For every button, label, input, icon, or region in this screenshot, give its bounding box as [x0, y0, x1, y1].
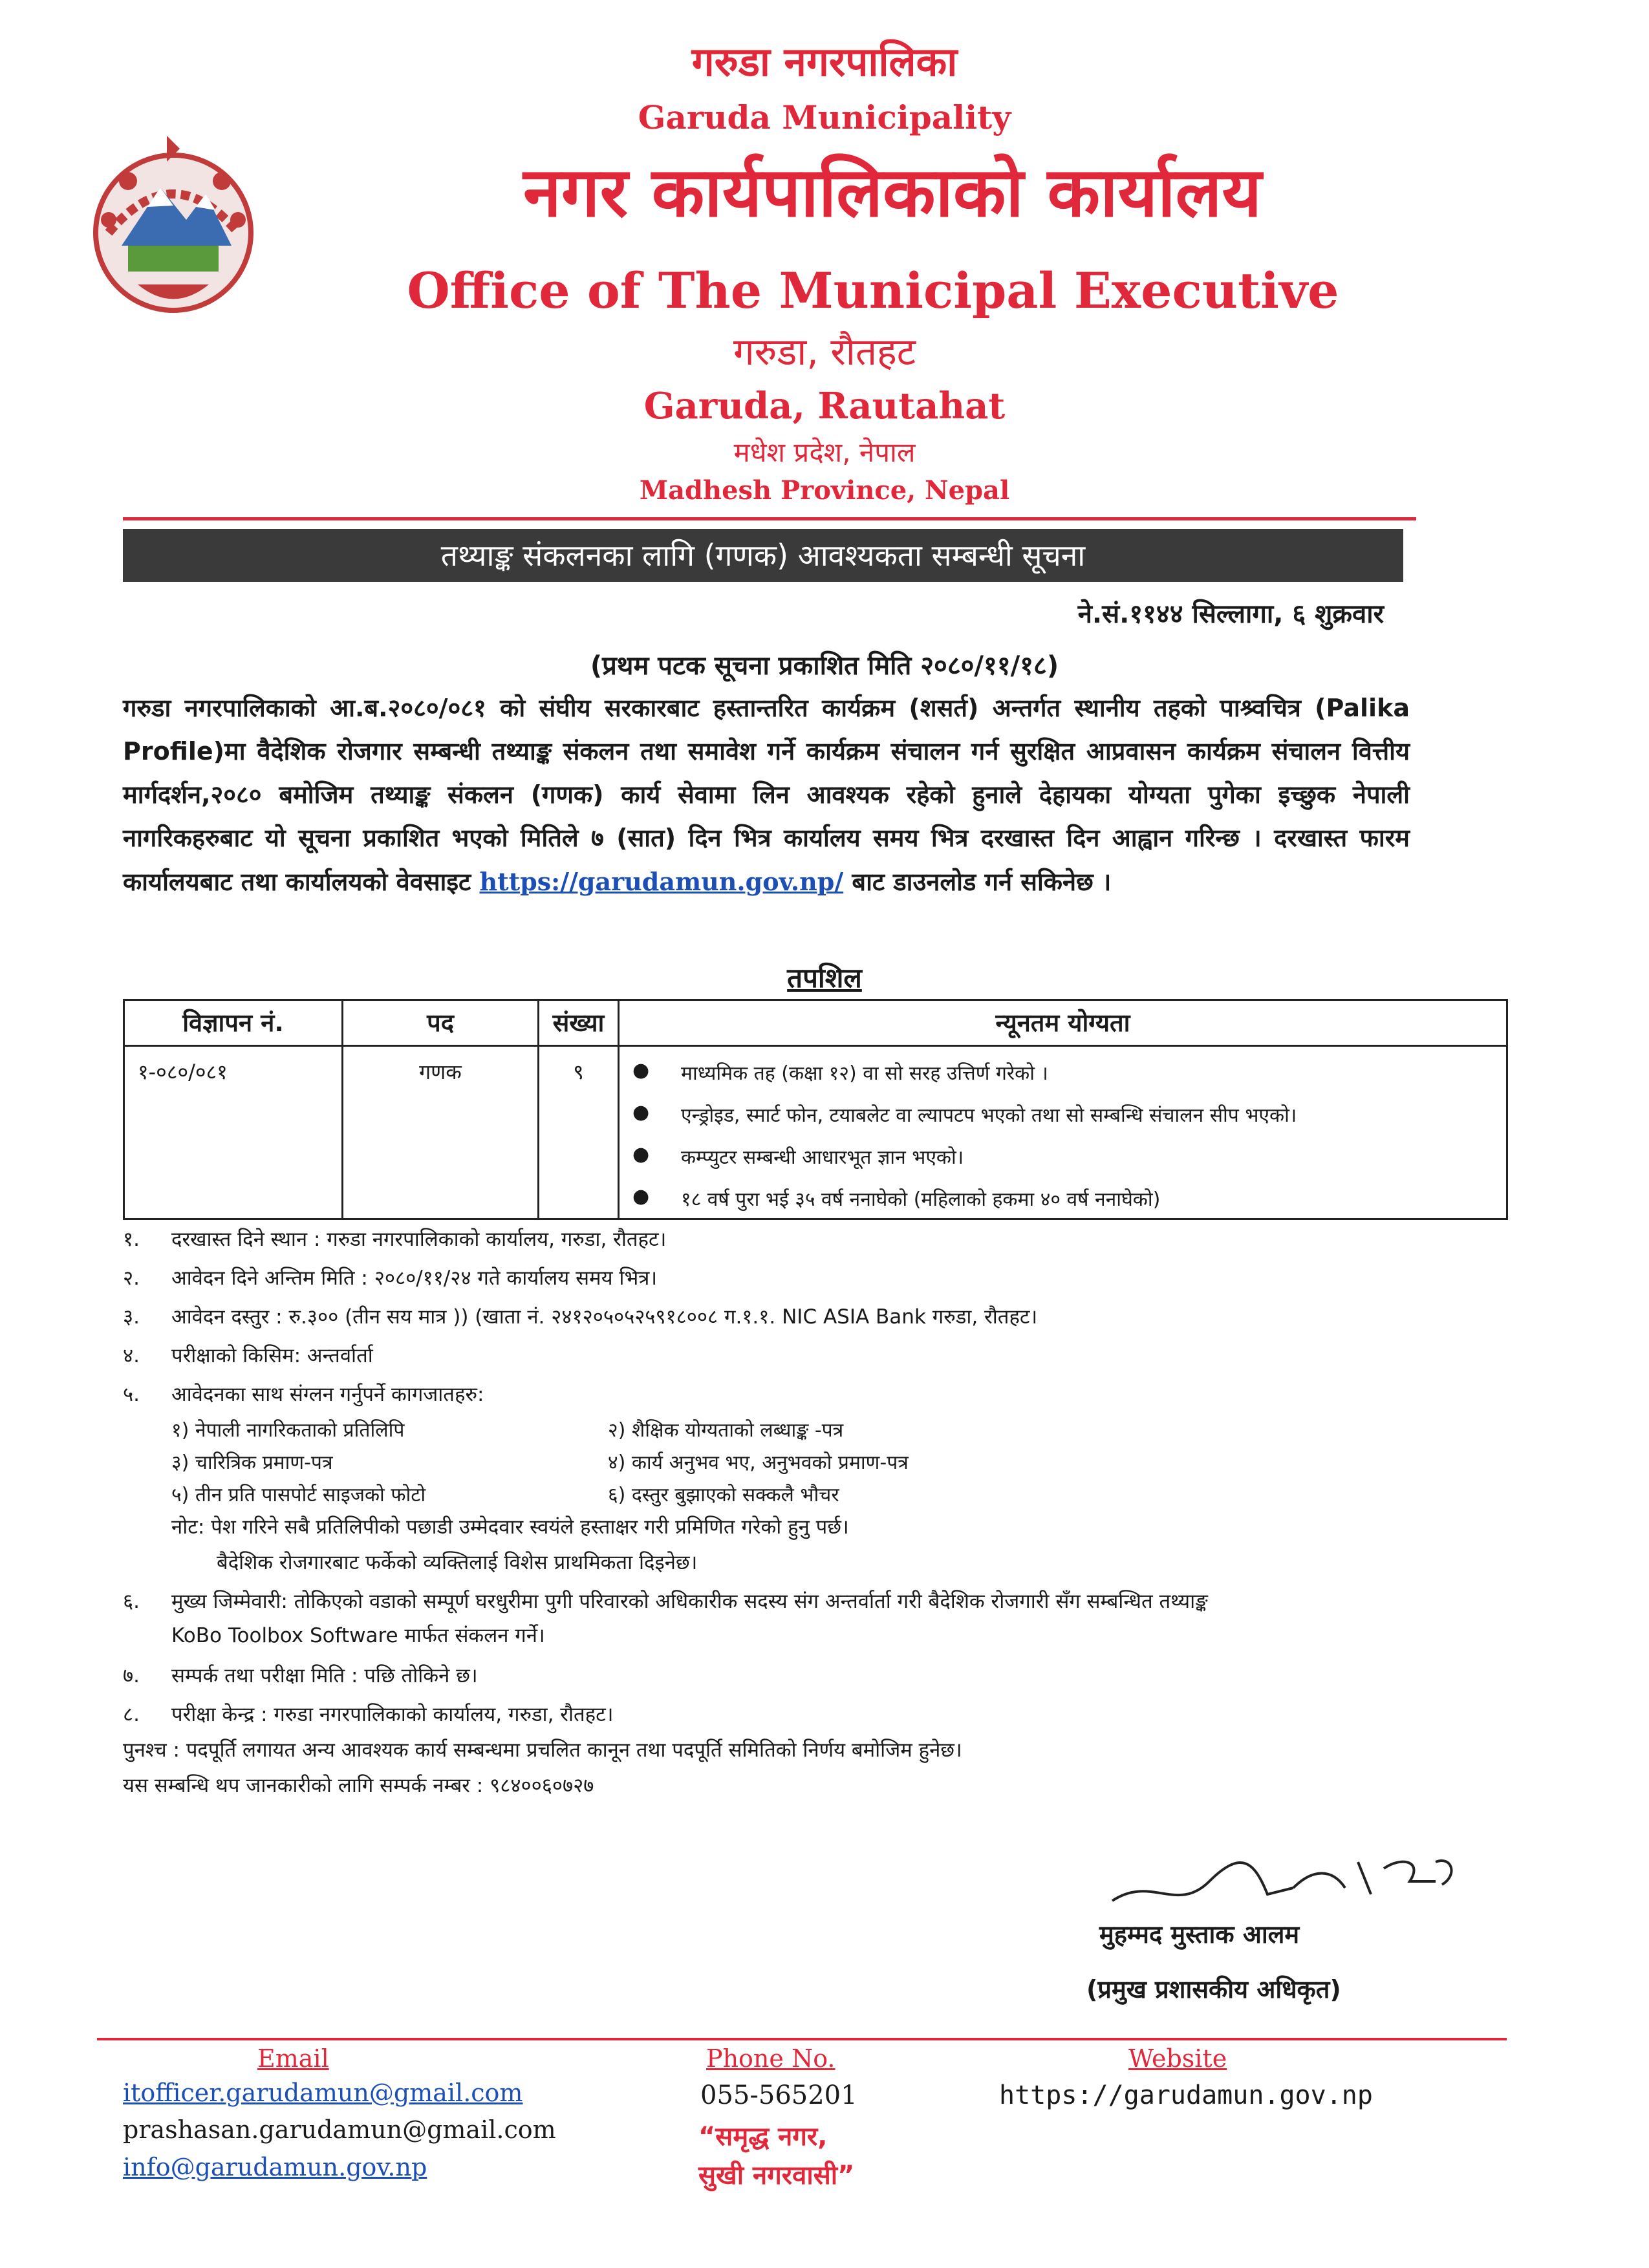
bullet-icon: ● — [632, 1143, 650, 1166]
list-number: ५. — [123, 1383, 140, 1406]
table-header-ad-no: विज्ञापन नं. — [182, 1009, 284, 1037]
municipality-name-nepali: गरुडा नगरपालिका — [691, 38, 958, 85]
list-item: दरखास्त दिने स्थान : गरुडा नगरपालिकाको कार्यालय, गरुडा, रौतहट। — [171, 1228, 667, 1251]
required-document: ३) चारित्रिक प्रमाण-पत्र — [171, 1451, 333, 1474]
notice-body-text: गरुडा नगरपालिकाको आ.ब.२०८०/०८१ को संघीय सरकारबाट हस्तान्तरित कार्यक्रम (शसर्त) अन्तर्गत स्थानीय तहको पाश्र्वचित्र (Palika Profile)मा वैदेशिक रोजगार सम्बन्धी तथ्याङ्क संकलन तथा समावेश गर्ने कार्यक्रम संचालन गर्न सुरक्षित आप्रवासन कार्यक्रम संचालन वित्तीय मार्गदर्शन,२०८० बमोजिम तथ्याङ्क संकलन (गणक) कार्य सेवामा लिन आवश्यक रहेको हुनाले देहायका योग्यता पुगेका इच्छुक नेपाली नागरिकहरुबाट यो सूचना प्रकाशित भएको मितिले ७ (सात) दिन भित्र कार्यालय समय भित्र दरखास्त दिन आह्वान गरिन्छ । दरखास्त फारम कार्यालयबाट तथा कार्यालयको वेवसाइट — [123, 694, 1410, 896]
contact-number: यस सम्बन्धि थप जानकारीको लागि सम्पर्क नम्बर : ९८४००६०७२७ — [123, 1774, 594, 1797]
note: नोट: पेश गरिने सबै प्रतिलिपीको पछाडी उम्मेदवार स्वयंले हस्ताक्षर गरी प्रमिणित गरेको हुनु पर्छ। — [171, 1515, 849, 1539]
list-item: परीक्षा केन्द्र : गरुडा नगरपालिकाको कार्यालय, गरुडा, रौतहट। — [171, 1703, 614, 1726]
list-item: सम्पर्क तथा परीक्षा मिति : पछि तोकिने छ। — [171, 1664, 478, 1687]
signatory-name: मुहम्मद मुस्ताक आलम — [1099, 1920, 1300, 1949]
requirement-item: माध्यमिक तह (कक्षा १२) वा सो सरह उत्तिर्ण गरेको । — [681, 1062, 1048, 1085]
notice-body-tail: बाट डाउनलोड गर्न सकिनेछ । — [852, 868, 1112, 896]
office-title-nepali: नगर कार्यपालिकाको कार्यालय — [523, 153, 1262, 232]
footer-phone: 055-565201 — [700, 2081, 857, 2110]
list-number: ३. — [123, 1305, 140, 1329]
header-divider — [123, 517, 1416, 520]
footer-email-label: Email — [257, 2044, 329, 2073]
list-item: मुख्य जिम्मेवारी: तोकिएको वडाको सम्पूर्ण घरधुरीमा पुगी परिवारको अधिकारीक सदस्य संग अन्तर्वार्ता गरी बैदेशिक रोजगारी सँग सम्बन्धित तथ्याङ्क — [171, 1590, 1208, 1613]
list-item: आवेदनका साथ संग्लन गर्नुपर्ने कागजातहरु: — [171, 1383, 484, 1406]
footer-website[interactable]: https://garudamun.gov.np — [999, 2081, 1373, 2110]
footer-divider — [97, 2038, 1507, 2040]
table-cell-count: ९ — [573, 1060, 584, 1084]
footer-slogan-line-2: सुखी नगरवासी” — [698, 2161, 855, 2190]
required-document: ६) दस्तुर बुझाएको सक्कलै भौचर — [608, 1484, 839, 1506]
list-item: परीक्षाको किसिम: अन्तर्वार्ता — [171, 1344, 373, 1367]
requirement-item: १८ वर्ष पुरा भई ३५ वर्ष ननाघेको (महिलाको हकमा ४० वर्ष ननाघेको) — [681, 1188, 1161, 1211]
notice-date: ने.सं.११४४ सिल्लागा, ६ शुक्रवार — [1077, 599, 1384, 629]
footer-website-label: Website — [1128, 2044, 1227, 2073]
signature-scribble — [1099, 1836, 1461, 1927]
list-number: ४. — [123, 1344, 140, 1367]
footer-email-2[interactable]: prashasan.garudamun@gmail.com — [123, 2115, 556, 2144]
municipality-name-english: Garuda Municipality — [638, 98, 1011, 136]
notice-banner: तथ्याङ्क संकलनका लागि (गणक) आवश्यकता सम्बन्धी सूचना — [123, 529, 1403, 582]
footer-phone-label: Phone No. — [706, 2044, 835, 2073]
place-english: Garuda, Rautahat — [643, 385, 1006, 427]
signatory-title: (प्रमुख प्रशासकीय अधिकृत) — [1086, 1975, 1341, 2004]
footer-email-3[interactable]: info@garudamun.gov.np — [123, 2153, 427, 2181]
required-document: १) नेपाली नागरिकताको प्रतिलिपि — [171, 1419, 405, 1442]
required-document: ४) कार्य अनुभव भए, अनुभवको प्रमाण-पत्र — [608, 1451, 909, 1474]
list-number: ६. — [123, 1590, 140, 1613]
place-nepali: गरुडा, रौतहट — [733, 330, 916, 374]
required-document: ५) तीन प्रति पासपोर्ट साइजको फोटो — [171, 1484, 426, 1506]
list-number: ७. — [123, 1664, 140, 1687]
table-header-qualification: न्यूनतम योग्यता — [995, 1009, 1130, 1037]
bullet-icon: ● — [632, 1185, 650, 1208]
footer-slogan-line-1: “समृद्ध नगर, — [698, 2122, 828, 2152]
list-number: १. — [123, 1228, 140, 1251]
list-item: आवेदन दस्तुर : रु.३०० (तीन सय मात्र )) (खाता नं. २४१२०५०५२५९१८००८ ग.१.१. NIC ASIA Bank गरुडा, रौतहट। — [171, 1305, 1038, 1329]
notice-body — [123, 687, 1410, 904]
requirement-item: एन्ड्रोइड, स्मार्ट फोन, टयाबलेट वा ल्यापटप भएको तथा सो सम्बन्धि संचालन सीप भएको। — [681, 1104, 1297, 1127]
note: बैदेशिक रोजगारबाट फर्केको व्यक्तिलाई विशेस प्राथमिकता दिइनेछ। — [217, 1551, 698, 1574]
office-title-english: Office of The Municipal Executive — [407, 262, 1339, 319]
list-number: ८. — [123, 1703, 140, 1726]
province-nepali: मधेश प्रदेश, नेपाल — [733, 436, 916, 468]
bullet-icon: ● — [632, 1059, 650, 1082]
requirement-item: कम्प्युटर सम्बन्धी आधारभूत ज्ञान भएको। — [681, 1146, 964, 1169]
required-document: २) शैक्षिक योग्यताको लब्धाङ्क -पत्र — [608, 1419, 844, 1442]
table-cell-ad-no: १-०८०/०८१ — [138, 1060, 228, 1084]
website-link[interactable]: https://garudamun.gov.np/ — [479, 867, 844, 896]
table-header-post: पद — [427, 1009, 454, 1037]
table-cell-post: गणक — [419, 1060, 462, 1084]
first-published-date: (प्रथम पटक सूचना प्रकाशित मिति २०८०/११/१८) — [590, 651, 1059, 681]
schedule-title: तपशिल — [787, 962, 862, 994]
list-number: २. — [123, 1267, 140, 1290]
footer-email-1[interactable]: itofficer.garudamun@gmail.com — [123, 2079, 523, 2107]
list-item: आवेदन दिने अन्तिम मिति : २०८०/११/२४ गते कार्यालय समय भित्र। — [171, 1267, 658, 1290]
bullet-icon: ● — [632, 1101, 650, 1124]
table-header-count: संख्या — [552, 1009, 605, 1037]
province-english: Madhesh Province, Nepal — [639, 475, 1010, 506]
postscript: पुनश्च : पदपूर्ति लगायत अन्य आवश्यक कार्य सम्बन्धमा प्रचलित कानून तथा पदपूर्ति समितिको निर्णय बमोजिम हुनेछ। — [123, 1738, 962, 1762]
vacancy-table — [123, 999, 1508, 1220]
list-item-continued: KoBo Toolbox Software मार्फत संकलन गर्ने। — [171, 1624, 545, 1647]
table-header-divider — [125, 1045, 1506, 1047]
